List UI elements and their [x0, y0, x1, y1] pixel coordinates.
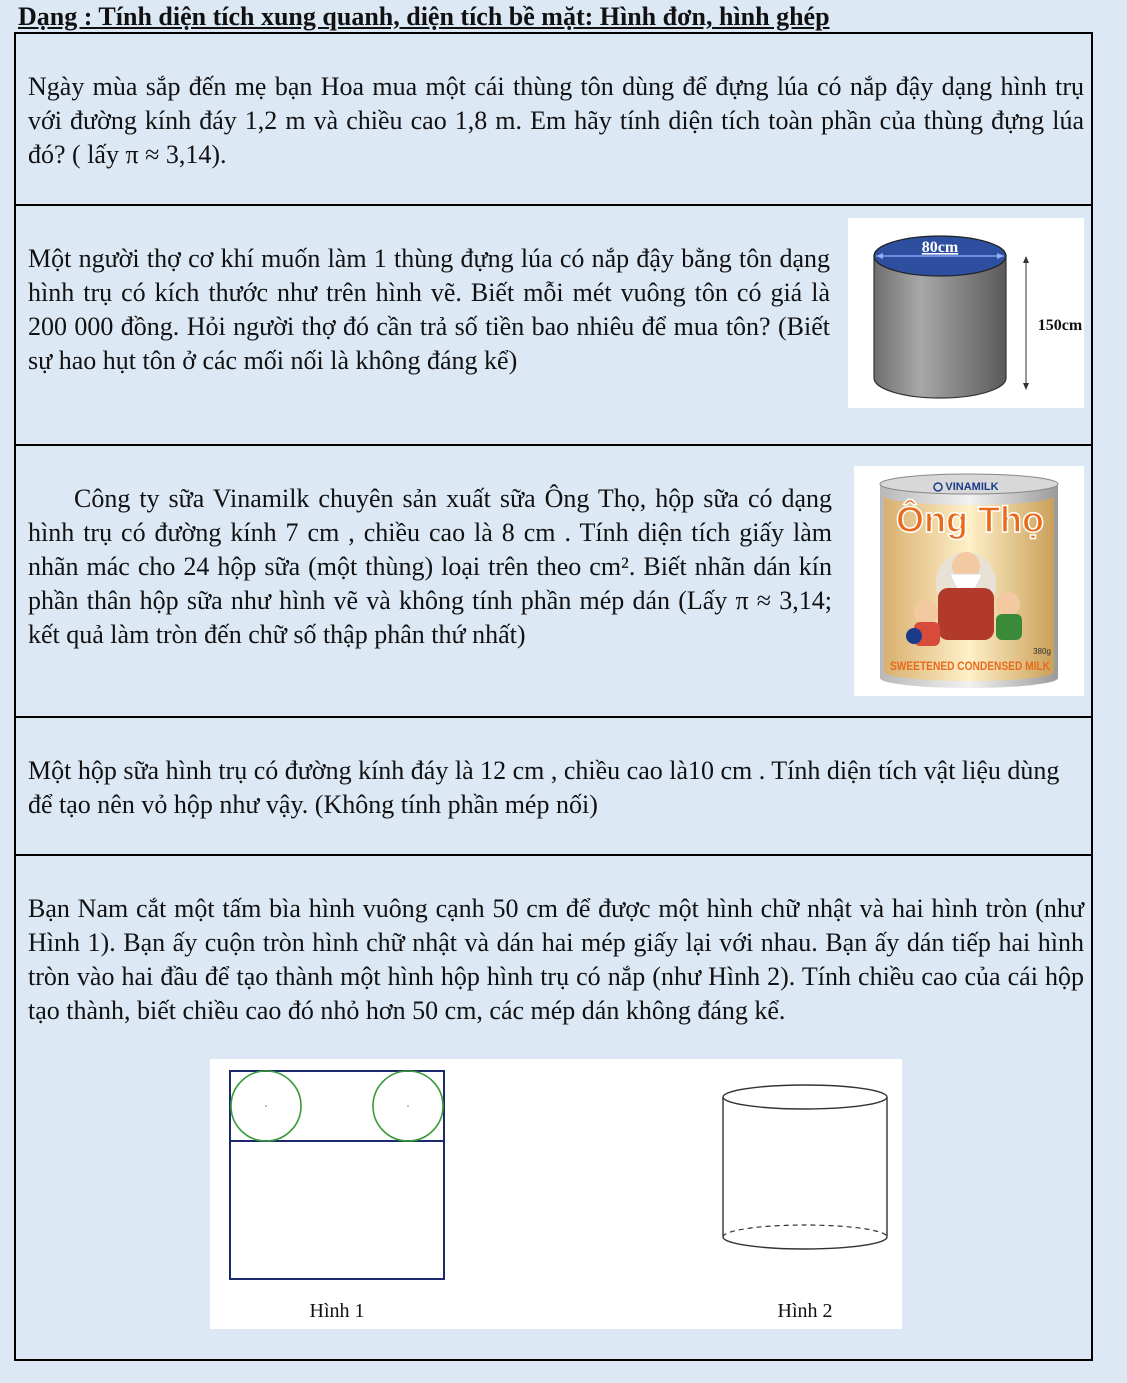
brand-label: VINAMILK [945, 481, 999, 493]
problem-4 [16, 718, 1091, 856]
figure-1-caption: Hình 1 [309, 1300, 365, 1322]
cylinder-bottom-front [723, 1237, 887, 1249]
problem-4-text: Một hộp sữa hình trụ có đường kính đáy là 12 cm , chiều cao là10 cm . Tính diện tích vật liệu dùng để tạo nên vỏ hộp như vậy. (Không tính phần mép nối) [28, 756, 1060, 819]
problem-2 [16, 206, 1091, 446]
problem-3-body: Công ty sữa Vinamilk chuyên sản xuất sữa Ông Thọ, hộp sữa có dạng hình trụ có đường kính 7 cm , chiều cao là 8 cm . Tính diện tích giấy làm nhãn mác cho 24 hộp sữa (một thùng) loại trên theo cm². Biết nhãn dán kín phần thân hộp sữa như hình vẽ và không tính phần mép dán (Lấy π ≈ 3,14; kết quả làm tròn đến chữ số thập phân thứ nhất) [28, 484, 832, 649]
problem-5-text: Bạn Nam cắt một tấm bìa hình vuông cạnh 50 cm để được một hình chữ nhật và hai hình tròn (như Hình 1). Bạn ấy cuộn tròn hình chữ nhật và dán hai mép giấy lại với nhau. Bạn ấy dán tiếp hai hình tròn vào hai đầu để tạo thành một hình hộp hình trụ có nắp (như Hình 2). Tính chiều cao của cái hộp tạo thành, biết chiều cao đó nhỏ hơn 50 cm, các mép dán không đáng kể. [28, 894, 1084, 1025]
figure-2-caption: Hình 2 [777, 1300, 833, 1322]
diameter-label: 80cm [921, 239, 959, 256]
cylinder-body [874, 256, 1006, 398]
grain-bin-figure [848, 218, 1084, 408]
product-label: Ông Thọ [896, 499, 1044, 540]
weight-label: 380g [1033, 647, 1051, 656]
problem-3 [16, 446, 1091, 718]
height-label: 150cm [1037, 317, 1083, 334]
problem-2-text: Một người thợ cơ khí muốn làm 1 thùng đựng lúa có nắp đậy bằng tôn dạng hình trụ có kích thước như trên hình vẽ. Biết mỗi mét vuông tôn có giá là 200 000 đồng. Hỏi người thợ đó cần trả số tiền bao nhiêu để mua tôn? (Biết sự hao hụt tôn ở các mối nối là không đáng kể) [28, 244, 830, 375]
milk-can-image [854, 466, 1084, 696]
page-title: Dạng : Tính diện tích xung quanh, diện tích bề mặt: Hình đơn, hình ghép [18, 2, 830, 31]
problem-1 [16, 34, 1091, 206]
problem-5 [16, 856, 1091, 1361]
net-and-cylinder-figure [210, 1059, 902, 1329]
tagline-label: SWEETENED CONDENSED MILK [890, 659, 1051, 673]
problems-frame [14, 32, 1093, 1361]
square-net [230, 1071, 444, 1279]
figures-svg [210, 1059, 902, 1329]
cylinder-top [723, 1085, 887, 1109]
cylinder-bottom-back [723, 1225, 887, 1237]
problem-3-text [28, 482, 832, 652]
problem-1-text: Ngày mùa sắp đến mẹ bạn Hoa mua một cái thùng tôn dùng để đựng lúa có nắp đậy dạng hình trụ với đường kính đáy 1,2 m và chiều cao 1,8 m. Em hãy tính diện tích toàn phần của thùng đựng lúa đó? ( lấy π ≈ 3,14). [28, 72, 1084, 169]
cylinder-diagram [848, 218, 1084, 408]
milk-can-figure [854, 466, 1084, 696]
